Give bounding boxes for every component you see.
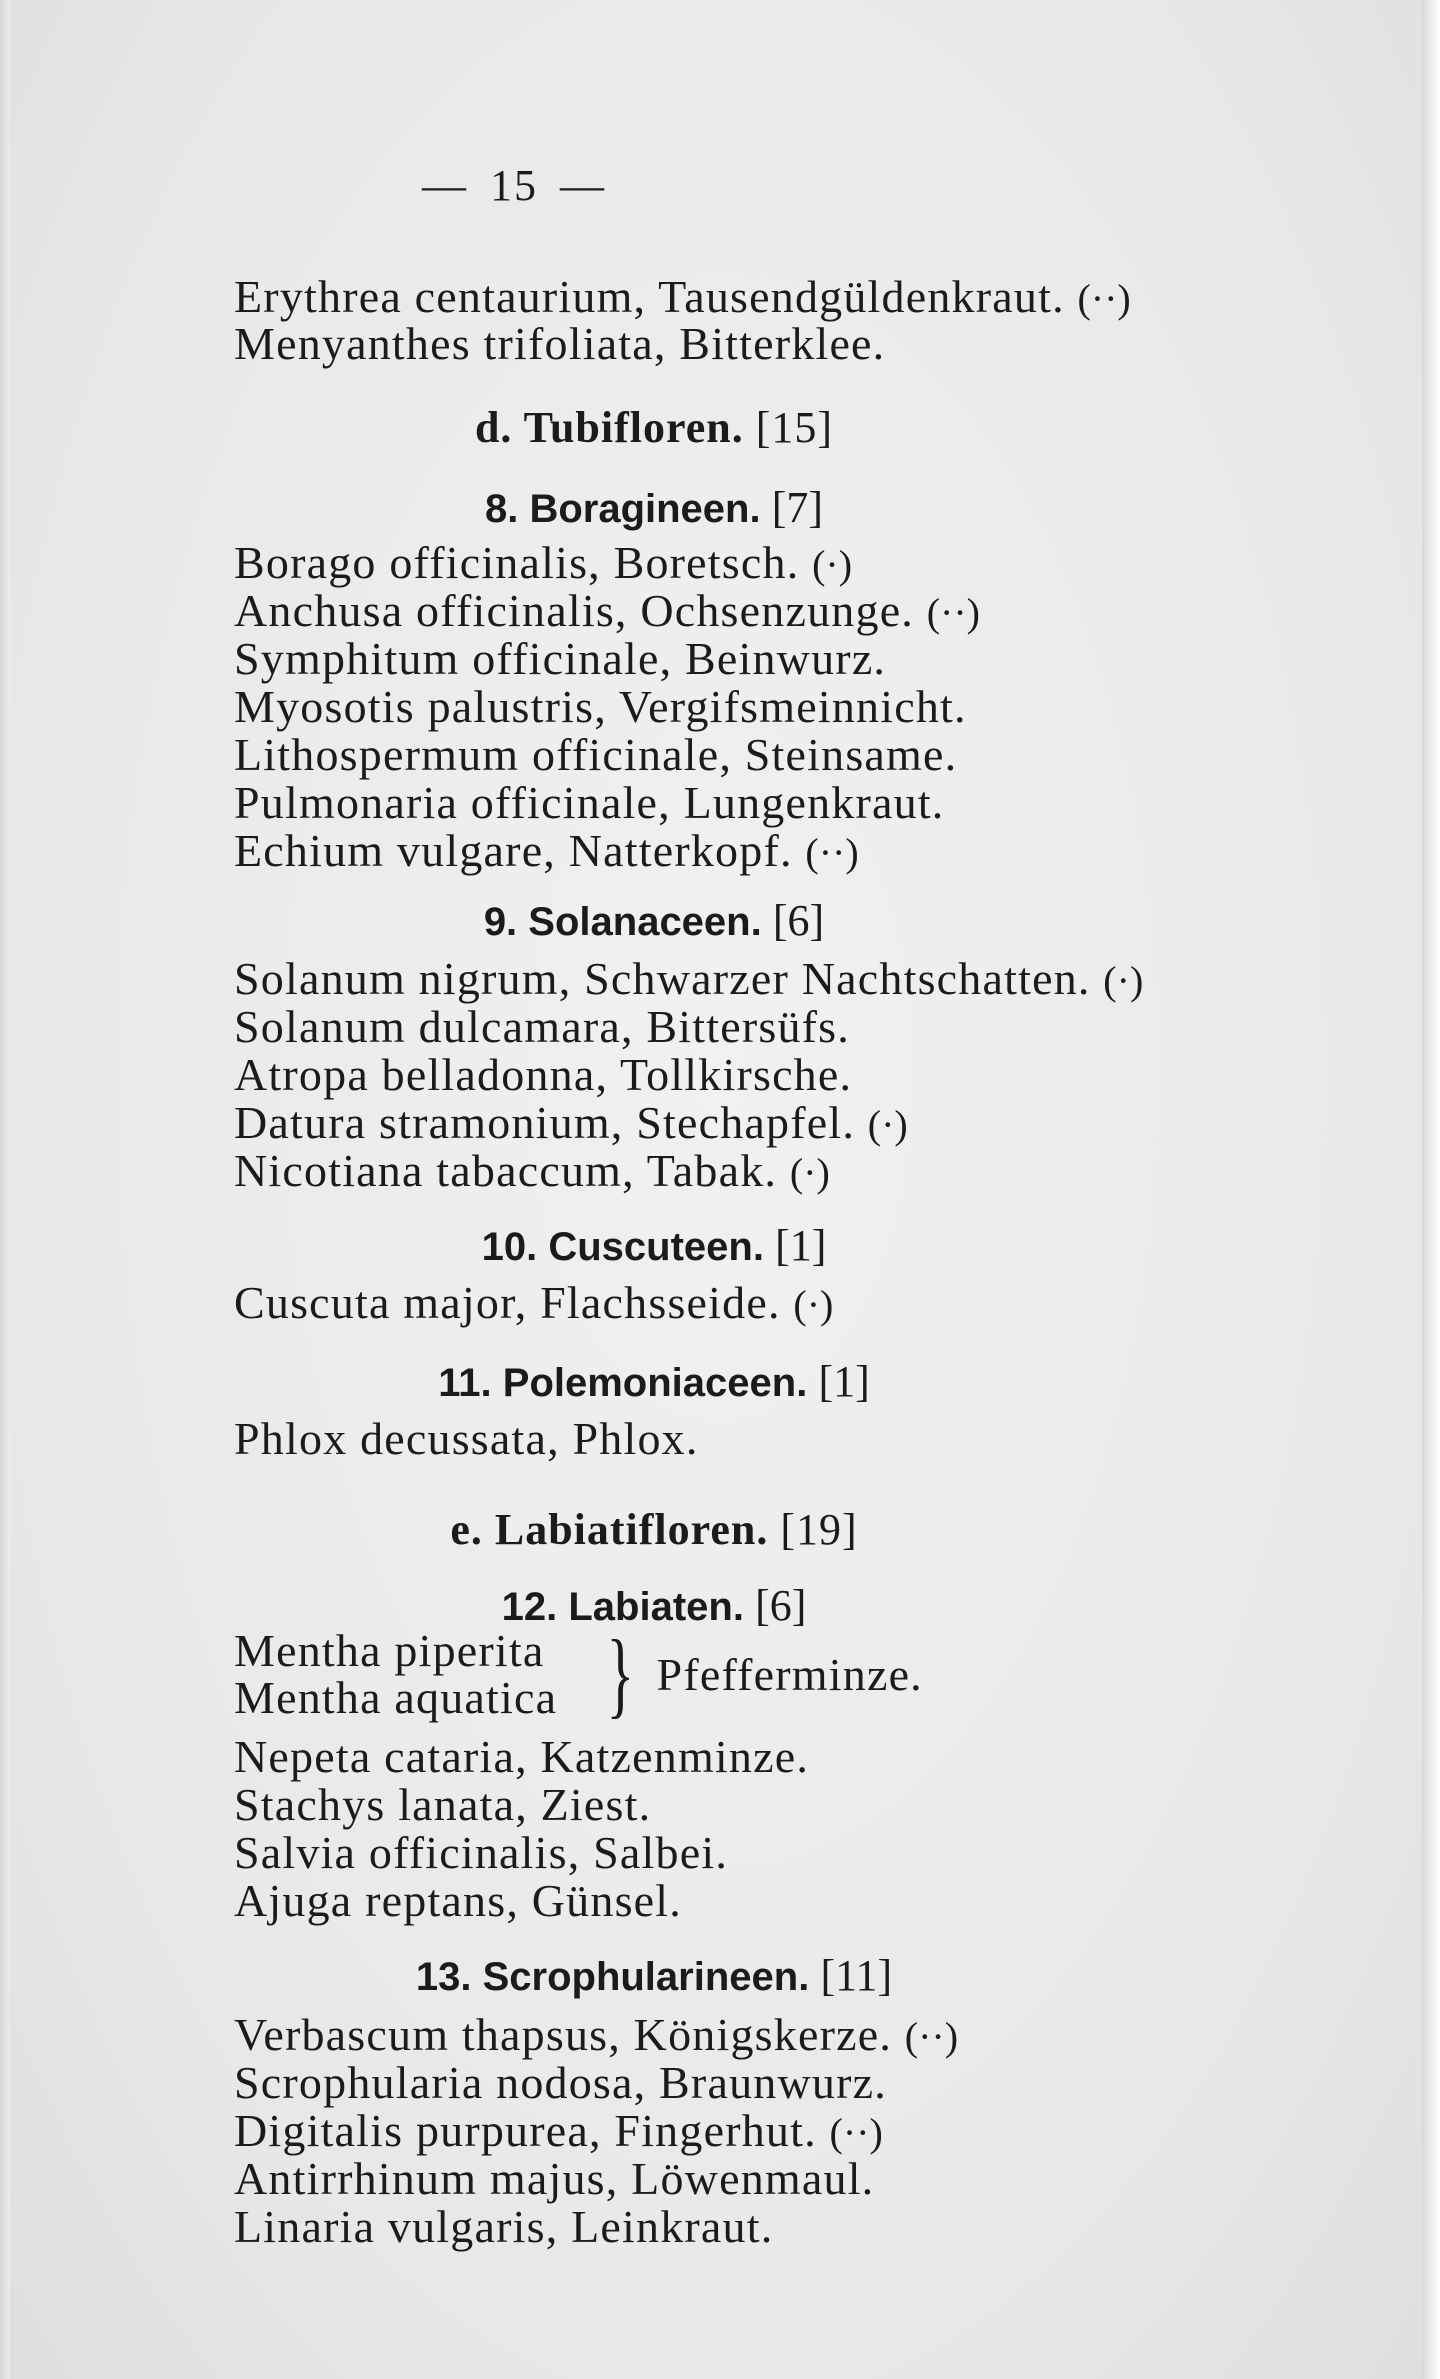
plant-entry: Salvia officinalis, Salbei. bbox=[234, 1827, 729, 1878]
plant-entry: Phlox decussata, Phlox. bbox=[234, 1413, 699, 1464]
family-heading-boragineen: 8. Boragineen. [7] bbox=[484, 483, 824, 532]
page-number: — 15 — bbox=[422, 161, 606, 210]
plant-entry: Erythrea centaurium, Tausendgüldenkraut. (··) bbox=[234, 271, 1131, 322]
page-number-value: 15 bbox=[490, 161, 538, 210]
family-heading-solanaceen: 9. Solanaceen. [6] bbox=[483, 896, 825, 945]
family-heading-scrophularineen: 13. Scrophularineen. [11] bbox=[415, 1951, 893, 2000]
family-heading-labiaten: 12. Labiaten. [6] bbox=[501, 1581, 807, 1630]
plant-entry: Datura stramonium, Stechapfel. (·) bbox=[234, 1097, 908, 1148]
plant-entry: Menyanthes trifoliata, Bitterklee. bbox=[234, 318, 886, 369]
plant-entry: Stachys lanata, Ziest. bbox=[234, 1779, 652, 1830]
family-heading-polemoniaceen: 11. Polemoniaceen. [1] bbox=[438, 1357, 870, 1406]
plant-entry: Atropa belladonna, Tollkirsche. bbox=[234, 1049, 853, 1100]
plant-entry: Digitalis purpurea, Fingerhut. (··) bbox=[234, 2105, 883, 2156]
plant-entry: Verbascum thapsus, Königskerze. (··) bbox=[234, 2009, 959, 2060]
plant-entry: Pulmonaria officinale, Lungenkraut. bbox=[234, 777, 945, 828]
plant-entry: Nepeta cataria, Katzenminze. bbox=[234, 1731, 810, 1782]
plant-entry: Antirrhinum majus, Löwenmaul. bbox=[234, 2153, 875, 2204]
plant-entry: Echium vulgare, Natterkopf. (··) bbox=[234, 825, 859, 876]
group-heading-labiatifloren: e. Labiatifloren. [19] bbox=[450, 1505, 858, 1554]
family-heading-cuscuteen: 10. Cuscuteen. [1] bbox=[481, 1221, 827, 1270]
page-edge-right bbox=[1422, 0, 1440, 2379]
plant-entry: Anchusa officinalis, Ochsenzunge. (··) bbox=[234, 585, 980, 636]
plant-entry-mentha-group bbox=[234, 1620, 923, 1727]
plant-entry: Symphitum officinale, Beinwurz. bbox=[234, 633, 887, 684]
plant-entry: Linaria vulgaris, Leinkraut. bbox=[234, 2201, 774, 2252]
plant-entry: Ajuga reptans, Günsel. bbox=[234, 1875, 682, 1926]
plant-entry: Solanum dulcamara, Bittersüfs. bbox=[234, 1001, 850, 1052]
plant-entry: Lithospermum officinale, Steinsame. bbox=[234, 729, 958, 780]
page-edge-left bbox=[0, 0, 10, 2379]
plant-entry: Nicotiana tabaccum, Tabak. (·) bbox=[234, 1145, 830, 1196]
plant-entry: Scrophularia nodosa, Braunwurz. bbox=[234, 2057, 887, 2108]
plant-entry: Cuscuta major, Flachsseide. (·) bbox=[234, 1277, 834, 1328]
mentha-names: Mentha piperita Mentha aquatica bbox=[234, 1625, 558, 1723]
plant-entry: Borago officinalis, Boretsch. (·) bbox=[234, 537, 853, 588]
plant-entry: Solanum nigrum, Schwarzer Nachtschatten. (·) bbox=[234, 953, 1144, 1004]
curly-brace: } bbox=[606, 1620, 636, 1727]
mentha-common-name: Pfefferminze. bbox=[656, 1648, 923, 1700]
plant-entry: Myosotis palustris, Vergifsmeinnicht. bbox=[234, 681, 967, 732]
group-heading-tubifloren: d. Tubifloren. [15] bbox=[474, 403, 834, 452]
